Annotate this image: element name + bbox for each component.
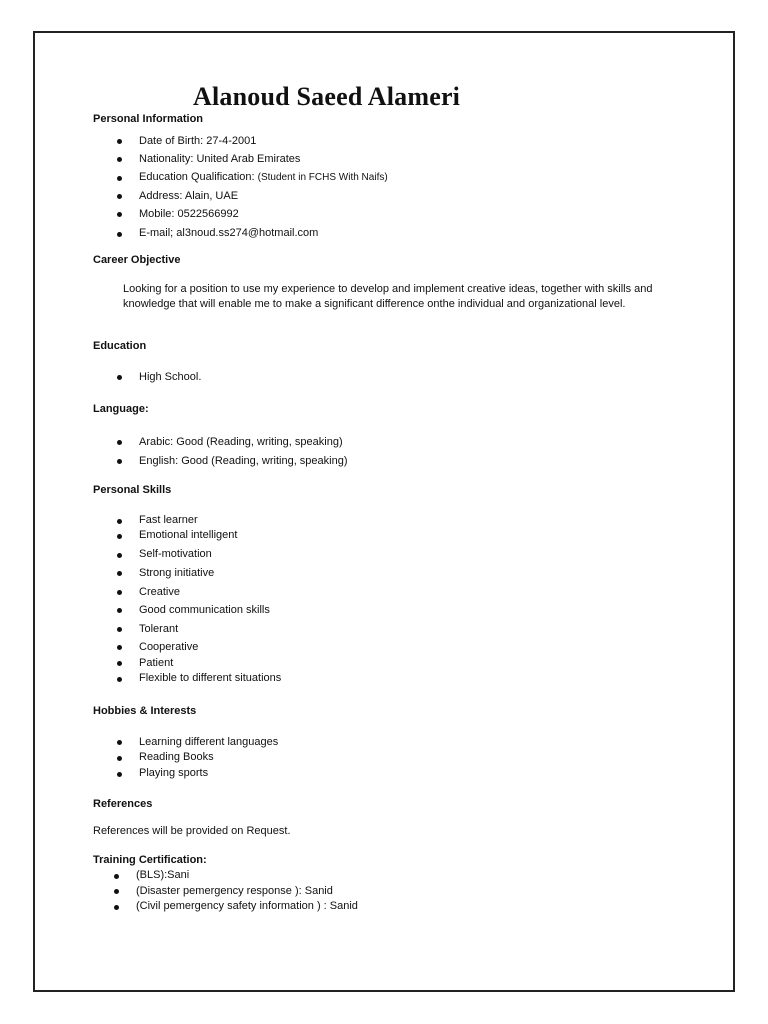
bullet-icon [117, 440, 122, 445]
personal-skills-heading: Personal Skills [93, 484, 172, 496]
education-qualification-value: (Student in FCHS With Naifs) [257, 172, 388, 183]
bullet-icon [117, 176, 122, 181]
language-item: Arabic: Good (Reading, writing, speaking) [139, 436, 343, 448]
bullet-icon [117, 677, 122, 682]
mobile-text: Mobile: 0522566992 [139, 208, 239, 220]
bullet-icon [117, 519, 122, 524]
candidate-name: Alanoud Saeed Alameri [193, 82, 461, 111]
bullet-icon [114, 874, 119, 879]
references-heading: References [93, 798, 153, 810]
training-item: (BLS):Sani [136, 869, 190, 881]
hobby-item: Playing sports [139, 767, 209, 779]
bullet-icon [114, 905, 119, 910]
hobby-item: Reading Books [139, 751, 214, 763]
bullet-icon [117, 756, 122, 761]
bullet-icon [117, 608, 122, 613]
skill-item: Cooperative [139, 641, 199, 653]
language-heading: Language: [93, 403, 149, 415]
bullet-icon [117, 139, 122, 144]
bullet-icon [117, 212, 122, 217]
career-objective-heading: Career Objective [93, 254, 181, 266]
bullet-icon [114, 889, 119, 894]
bullet-icon [117, 157, 122, 162]
bullet-icon [117, 459, 122, 464]
skill-item: Self-motivation [139, 548, 212, 560]
bullet-icon [117, 375, 122, 380]
hobbies-heading: Hobbies & Interests [93, 705, 197, 717]
language-item: English: Good (Reading, writing, speaking) [139, 455, 348, 467]
education-qualification-label: Education Qualification: [139, 171, 255, 183]
address-text: Address: Alain, UAE [139, 190, 239, 202]
education-item: High School. [139, 371, 202, 383]
skill-item: Fast learner [139, 514, 198, 526]
bullet-icon [117, 194, 122, 199]
bullet-icon [117, 661, 122, 666]
training-item: (Civil pemergency safety information ) : Sanid [136, 900, 358, 912]
training-item: (Disaster pemergency response ): Sanid [136, 885, 333, 897]
skill-item: Strong initiative [139, 567, 215, 579]
bullet-icon [117, 590, 122, 595]
email-text: E-mail; al3noud.ss274@hotmail.com [139, 227, 319, 239]
bullet-icon [117, 534, 122, 539]
career-objective-text: Looking for a position to use my experience to develop and implement creative ideas, together with skills and knowledge that will enable me to make a significant difference onthe individual and organizational level. [123, 283, 653, 310]
dob-text: Date of Birth: 27-4-2001 [139, 135, 257, 147]
bullet-icon [117, 553, 122, 558]
education-heading: Education [93, 340, 147, 352]
education-qualification-line [139, 171, 388, 183]
skill-item: Tolerant [139, 623, 179, 635]
skill-item: Patient [139, 657, 174, 669]
personal-info-heading: Personal Information [93, 113, 204, 125]
bullet-icon [117, 740, 122, 745]
nationality-text: Nationality: United Arab Emirates [139, 153, 301, 165]
skill-item: Flexible to different situations [139, 672, 282, 684]
skill-item: Emotional intelligent [139, 529, 238, 541]
bullet-icon [117, 772, 122, 777]
bullet-icon [117, 645, 122, 650]
bullet-icon [117, 627, 122, 632]
bullet-icon [117, 232, 122, 237]
references-text: References will be provided on Request. [93, 825, 291, 837]
hobby-item: Learning different languages [139, 736, 279, 748]
skill-item: Creative [139, 586, 180, 598]
skill-item: Good communication skills [139, 604, 270, 616]
bullet-icon [117, 571, 122, 576]
training-heading: Training Certification: [93, 854, 207, 866]
